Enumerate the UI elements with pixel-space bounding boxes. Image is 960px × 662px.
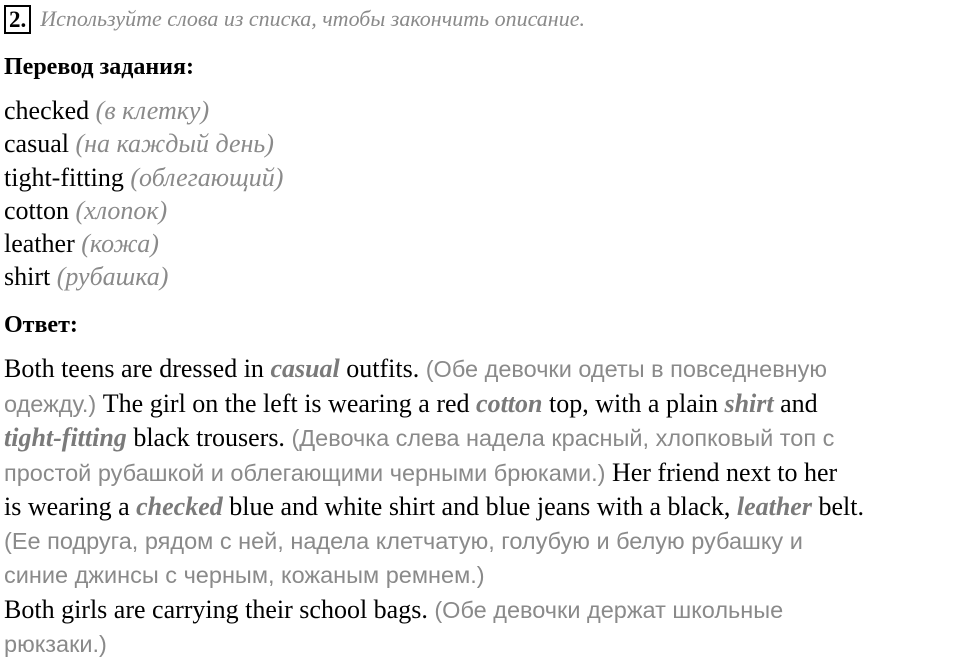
answer-russian-translation: простой рубашкой и облегающими черными брюками.) <box>4 459 606 486</box>
vocab-word: cotton <box>4 195 69 225</box>
vocab-translation: (кожа) <box>81 229 159 259</box>
task-header <box>4 3 585 35</box>
vocab-translation: (хлопок) <box>75 195 168 225</box>
answer-russian-translation: (Обе девочки одеты в повседневную <box>425 356 828 382</box>
vocab-translation: (в клетку) <box>95 96 210 125</box>
task-instruction: Используйте слова из списка, чтобы закончить описание. <box>40 6 585 31</box>
answer-line <box>4 456 960 491</box>
answer-russian-translation: одежду.) <box>4 390 97 417</box>
answer-english-text: Her friend next to her <box>605 457 838 487</box>
answer-line <box>4 421 960 456</box>
vocab-word: tight-fitting <box>4 162 124 192</box>
answer-russian-translation: синие джинсы с черным, кожаным ремнем.) <box>4 562 485 588</box>
answer-text <box>4 352 960 662</box>
answer-english-text: The girl on the left is wearing a red <box>96 388 477 418</box>
vocabulary-item <box>4 94 283 127</box>
answer-line <box>4 490 960 524</box>
vocabulary-item <box>4 127 283 160</box>
translation-heading: Перевод задания: <box>4 54 194 80</box>
answer-english-text: Both teens are dressed in <box>4 354 271 383</box>
answer-line <box>4 558 960 593</box>
vocabulary-item <box>4 227 283 260</box>
vocab-translation: (облегающий) <box>130 162 284 192</box>
answer-line <box>4 593 960 628</box>
answer-english-text: outfits. <box>339 354 426 383</box>
answer-keyword: leather <box>736 492 812 521</box>
vocabulary-item <box>4 194 283 227</box>
answer-english-text: belt. <box>811 492 864 521</box>
answer-heading: Ответ: <box>4 312 78 338</box>
answer-line <box>4 352 960 387</box>
answer-line <box>4 627 960 662</box>
vocabulary-list <box>4 94 283 294</box>
vocabulary-item <box>4 161 283 194</box>
answer-line <box>4 524 960 559</box>
answer-english-text: blue and white shirt and blue jeans with a black, <box>222 492 737 521</box>
answer-russian-translation: (Обе девочки держат школьные <box>434 596 784 623</box>
answer-keyword: casual <box>270 354 340 383</box>
answer-russian-translation: (Девочка слева надела красный, хлопковый топ с <box>291 425 835 451</box>
task-number: 2. <box>4 5 31 34</box>
answer-line <box>4 387 960 422</box>
answer-russian-translation: рюкзаки.) <box>4 631 107 657</box>
answer-english-text: Both girls are carrying their school bags. <box>4 594 435 624</box>
answer-keyword: checked <box>136 492 223 521</box>
answer-english-text: top, with a plain <box>542 388 725 418</box>
vocab-word: leather <box>4 229 75 259</box>
answer-russian-translation: (Ее подруга, рядом с ней, надела клетчатую, голубую и белую рубашку и <box>4 527 803 554</box>
answer-english-text: is wearing a <box>4 492 137 521</box>
vocab-word: shirt <box>4 262 51 292</box>
answer-keyword: cotton <box>476 388 543 418</box>
vocab-word: casual <box>4 129 69 159</box>
vocab-translation: (на каждый день) <box>75 129 274 159</box>
vocab-translation: (рубашка) <box>56 262 169 292</box>
answer-english-text: and <box>773 388 818 418</box>
vocabulary-item <box>4 260 283 293</box>
vocab-word: checked <box>4 96 90 125</box>
answer-keyword: shirt <box>724 388 774 418</box>
answer-english-text: black trousers. <box>126 423 292 452</box>
answer-keyword: tight-fitting <box>4 423 127 452</box>
